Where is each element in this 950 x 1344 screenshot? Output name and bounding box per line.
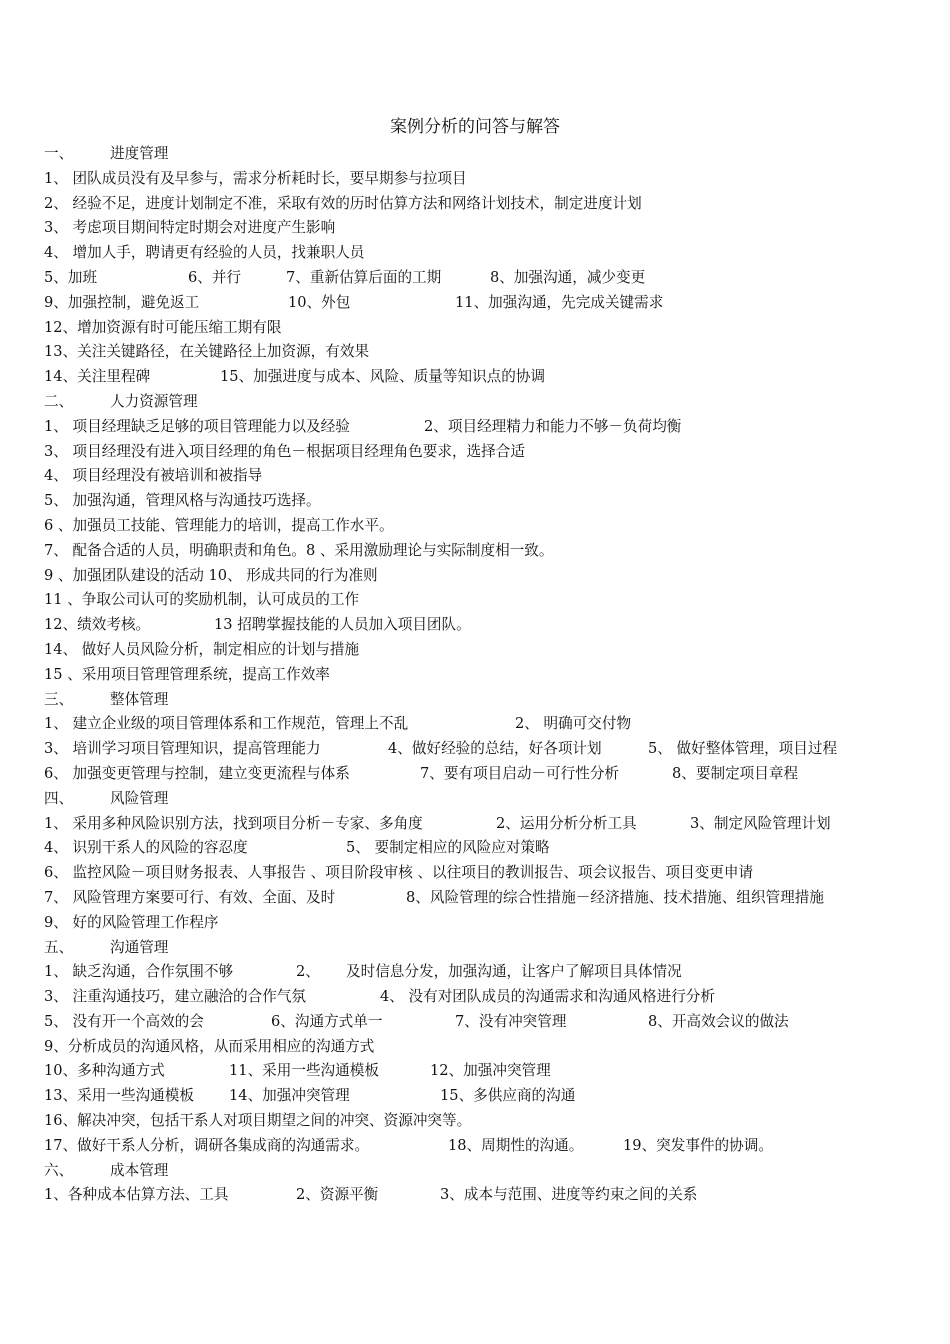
- text-segment: 1、 建立企业级的项目管理体系和工作规范，管理上不乱: [44, 715, 409, 733]
- text-segment: 7、 风险管理方案要可行、有效、全面、及时: [44, 888, 336, 906]
- text-line: [44, 564, 944, 589]
- text-line: [44, 588, 944, 613]
- document-body: [44, 142, 944, 1208]
- text-segment: 8、开高效会议的做法: [648, 1012, 789, 1030]
- text-segment: 9、分析成员的沟通风格，从而采用相应的沟通方式: [44, 1037, 375, 1055]
- text-segment: 15、多供应商的沟通: [440, 1087, 576, 1105]
- text-segment: 1、各种成本估算方法、工具: [44, 1186, 229, 1204]
- text-segment: 风险管理: [110, 789, 169, 807]
- text-line: [44, 192, 944, 217]
- text-segment: 进度管理: [110, 145, 169, 162]
- text-line: [44, 1035, 944, 1060]
- text-segment: 13、关注关键路径，在关键路径上加资源，有效果: [44, 343, 370, 361]
- text-line: [44, 1084, 944, 1109]
- text-line: [44, 241, 944, 266]
- text-segment: 4、 增加人手，聘请更有经验的人员，找兼职人员: [44, 244, 365, 262]
- text-line: [44, 613, 944, 638]
- text-line: [44, 1109, 944, 1134]
- text-segment: 四、: [44, 789, 74, 807]
- text-line: [44, 464, 944, 489]
- text-line: [44, 812, 944, 837]
- text-line: [44, 291, 944, 316]
- text-line: [44, 365, 944, 390]
- text-segment: 6 、加强员工技能、管理能力的培训，提高工作水平。: [44, 516, 394, 534]
- text-segment: 六、: [44, 1161, 74, 1179]
- text-segment: 2、 经验不足，进度计划制定不准，采取有效的历时估算方法和网络计划技术，制定进度计划: [44, 194, 642, 212]
- text-segment: 16、解决冲突，包括干系人对项目期望之间的冲突、资源冲突等。: [44, 1112, 472, 1130]
- text-segment: 5、 加强沟通，管理风格与沟通技巧选择。: [44, 492, 321, 510]
- text-line: [44, 985, 944, 1010]
- text-segment: 2、 明确可交付物: [515, 715, 632, 733]
- text-segment: 5、 没有开一个高效的会: [44, 1012, 204, 1030]
- text-segment: 4、 没有对团队成员的沟通需求和沟通风格进行分析: [380, 988, 715, 1006]
- text-segment: 5、加班: [44, 268, 98, 286]
- text-segment: 4、 识别干系人的风险的容忍度: [44, 839, 248, 857]
- text-segment: 14、关注里程碑: [44, 368, 151, 386]
- text-segment: 5、 要制定相应的风险应对策略: [346, 839, 550, 857]
- text-line: [44, 712, 944, 737]
- text-line: [44, 663, 944, 688]
- text-segment: 10、外包: [288, 293, 351, 311]
- text-segment: 18、周期性的沟通。: [448, 1136, 584, 1154]
- text-line: [44, 911, 944, 936]
- text-segment: 8、加强沟通，减少变更: [490, 268, 646, 286]
- text-line: [44, 1059, 944, 1084]
- text-line: [44, 762, 944, 787]
- text-segment: 5、 做好整体管理，项目过程: [648, 740, 838, 758]
- text-line: [44, 886, 944, 911]
- text-line: [44, 390, 944, 415]
- text-line: [44, 1183, 944, 1208]
- text-segment: 2、资源平衡: [296, 1186, 379, 1204]
- text-segment: 8、要制定项目章程: [672, 764, 799, 782]
- text-line: [44, 688, 944, 713]
- text-segment: 人力资源管理: [110, 392, 198, 410]
- text-segment: 4、做好经验的总结，好各项计划: [388, 740, 602, 758]
- text-segment: 3、 注重沟通技巧，建立融洽的合作气氛: [44, 988, 307, 1006]
- text-segment: 15、加强进度与成本、风险、质量等知识点的协调: [220, 368, 546, 386]
- text-segment: 12、加强冲突管理: [430, 1062, 551, 1080]
- text-segment: 9、加强控制，避免返工: [44, 293, 200, 311]
- text-line: [44, 415, 944, 440]
- text-segment: 7、要有项目启动－可行性分析: [420, 764, 620, 782]
- text-segment: 15 、采用项目管理管理系统，提高工作效率: [44, 665, 330, 683]
- text-line: [44, 836, 944, 861]
- text-segment: 五、: [44, 938, 74, 956]
- text-segment: 6、并行: [188, 268, 242, 286]
- text-segment: 7、重新估算后面的工期: [286, 268, 442, 286]
- text-line: [44, 1159, 944, 1184]
- text-segment: 7、没有冲突管理: [455, 1012, 567, 1030]
- text-segment: 8、风险管理的综合性措施－经济措施、技术措施、组织管理措施: [406, 888, 824, 906]
- text-segment: 6、沟通方式单一: [271, 1012, 383, 1030]
- text-line: [44, 440, 944, 465]
- text-segment: 整体管理: [110, 690, 169, 708]
- text-segment: 三、: [44, 690, 74, 708]
- text-line: [44, 514, 944, 539]
- text-segment: 12、增加资源有时可能压缩工期有限: [44, 318, 282, 336]
- text-segment: 4、 项目经理没有被培训和被指导: [44, 467, 263, 485]
- text-segment: 2、项目经理精力和能力不够－负荷均衡: [424, 417, 682, 435]
- text-line: [44, 539, 944, 564]
- text-line: [44, 861, 944, 886]
- text-segment: 1、 缺乏沟通，合作氛围不够: [44, 963, 234, 981]
- text-segment: 17、做好干系人分析，调研各集成商的沟通需求。: [44, 1136, 370, 1154]
- text-line: [44, 216, 944, 241]
- text-line: [44, 737, 944, 762]
- text-line: [44, 142, 944, 167]
- text-segment: 及时信息分发，加强沟通，让客户了解项目具体情况: [346, 963, 682, 981]
- text-line: [44, 1010, 944, 1035]
- text-segment: 3、成本与范围、进度等约束之间的关系: [440, 1186, 698, 1204]
- text-segment: 1、 采用多种风险识别方法，找到项目分析－专家、多角度: [44, 814, 423, 832]
- text-segment: 13 招聘掌握技能的人员加入项目团队。: [214, 616, 471, 634]
- text-line: [44, 936, 944, 961]
- text-line: [44, 316, 944, 341]
- text-segment: 一、: [44, 145, 74, 162]
- text-segment: 3、制定风险管理计划: [690, 814, 831, 832]
- text-segment: 11、加强沟通，先完成关键需求: [455, 293, 664, 311]
- text-segment: 成本管理: [110, 1161, 169, 1179]
- text-line: [44, 340, 944, 365]
- text-segment: 14、加强冲突管理: [229, 1087, 350, 1105]
- text-segment: 3、 培训学习项目管理知识，提高管理能力: [44, 740, 321, 758]
- text-segment: 11 、争取公司认可的奖励机制，认可成员的工作: [44, 591, 360, 609]
- text-segment: 3、 项目经理没有进入项目经理的角色－根据项目经理角色要求，选择合适: [44, 442, 525, 460]
- text-segment: 7、 配备合适的人员，明确职责和角色。8 、采用激励理论与实际制度相一致。: [44, 541, 554, 559]
- text-line: [44, 960, 944, 985]
- text-segment: 1、 项目经理缺乏足够的项目管理能力以及经验: [44, 417, 350, 435]
- text-segment: 11、采用一些沟通模板: [229, 1062, 379, 1080]
- text-line: [44, 489, 944, 514]
- text-segment: 9 、加强团队建设的活动 10、 形成共同的行为准则: [44, 566, 378, 584]
- text-segment: 14、 做好人员风险分析，制定相应的计划与措施: [44, 640, 360, 658]
- text-segment: 13、采用一些沟通模板: [44, 1087, 194, 1105]
- text-segment: 10、多种沟通方式: [44, 1062, 165, 1080]
- text-segment: 6、 加强变更管理与控制，建立变更流程与体系: [44, 764, 350, 782]
- text-segment: 二、: [44, 392, 74, 410]
- text-line: [44, 638, 944, 663]
- text-segment: 9、 好的风险管理工作程序: [44, 913, 219, 931]
- text-line: [44, 167, 944, 192]
- text-segment: 1、 团队成员没有及早参与，需求分析耗时长，要早期参与拉项目: [44, 169, 467, 187]
- text-line: [44, 266, 944, 291]
- text-line: [44, 787, 944, 812]
- text-line: [44, 1134, 944, 1159]
- text-segment: 19、突发事件的协调。: [623, 1136, 773, 1154]
- text-segment: 12、绩效考核。: [44, 616, 151, 634]
- text-segment: 6、 监控风险－项目财务报表、人事报告 、项目阶段审核 、以往项目的教训报告、项会议报告、项目变更申请: [44, 864, 754, 882]
- document-title: 案例分析的问答与解答: [390, 117, 560, 137]
- text-segment: 2、运用分析分析工具: [496, 814, 637, 832]
- text-segment: 沟通管理: [110, 938, 169, 956]
- text-segment: 3、 考虑项目期间特定时期会对进度产生影响: [44, 219, 336, 237]
- text-segment: 2、: [296, 963, 320, 981]
